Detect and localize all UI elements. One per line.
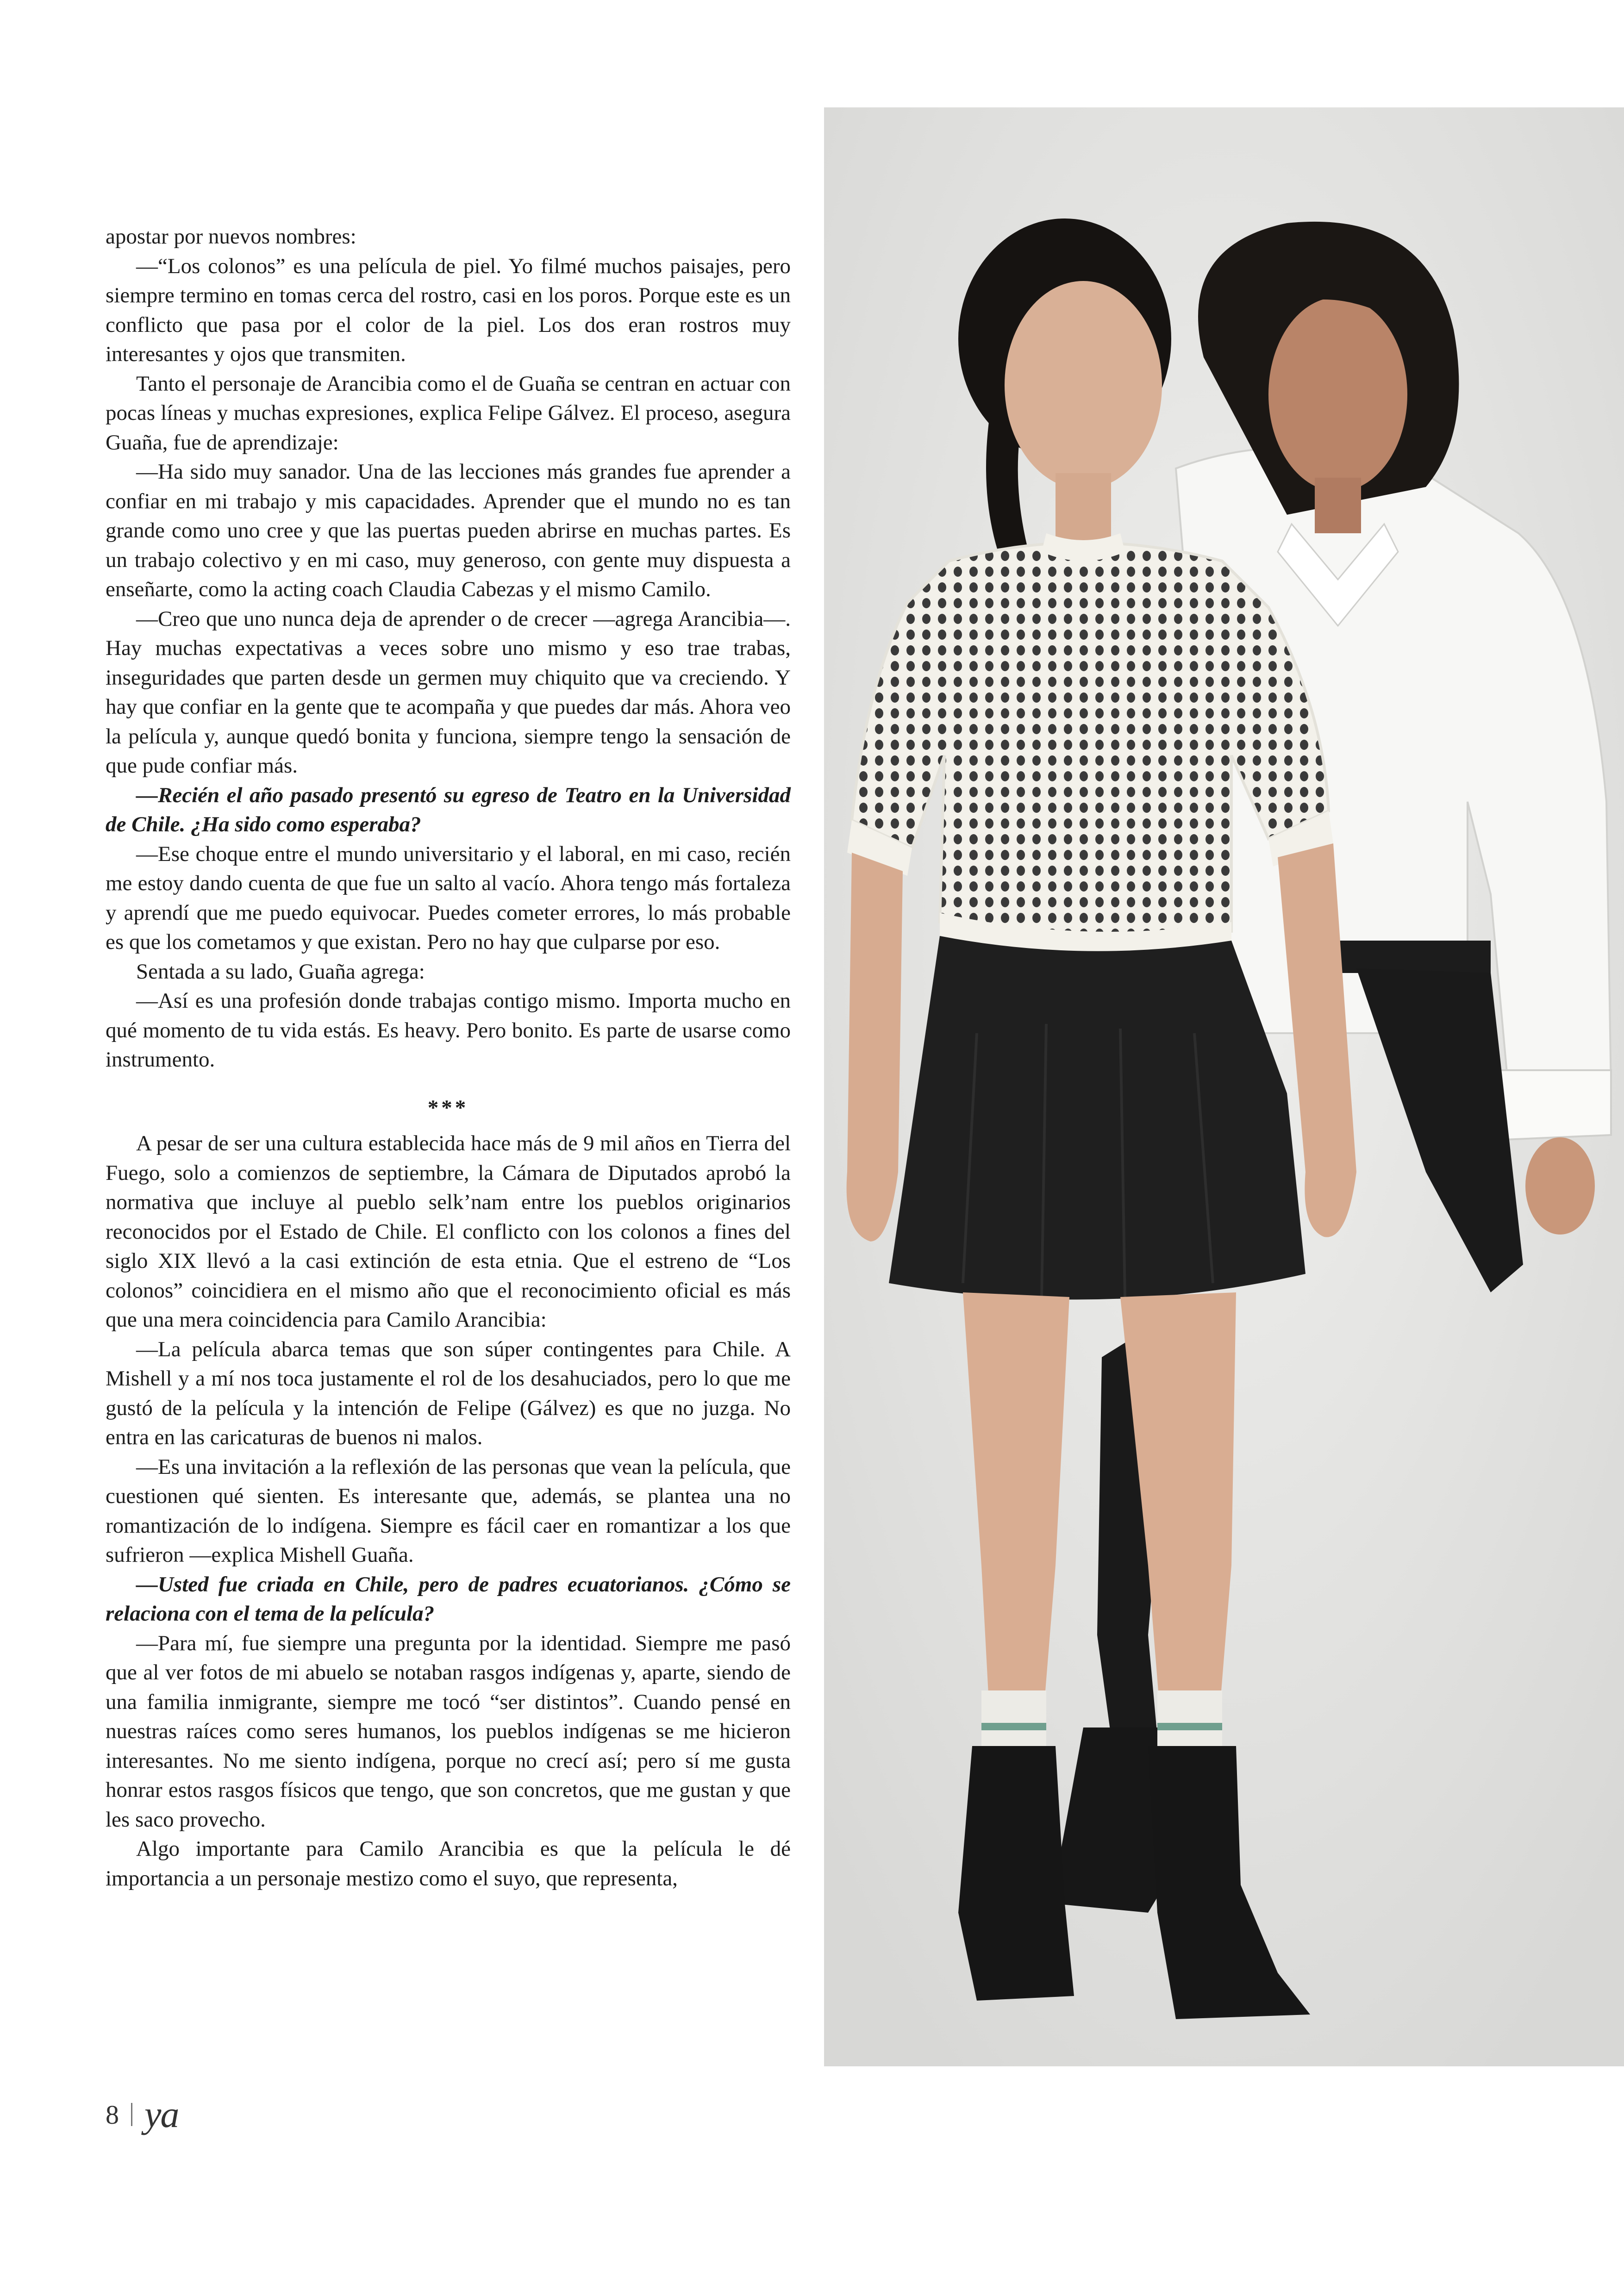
portrait-photo (824, 107, 1624, 2066)
interview-question: —Usted fue criada en Chile, pero de padres ecuatorianos. ¿Cómo se relaciona con el tema de la película? (106, 1572, 791, 1626)
magazine-logo: ya (144, 2093, 179, 2135)
interview-question: —Recién el año pasado presentó su egreso de Teatro en la Universidad de Chile. ¿Ha sido como esperaba? (106, 783, 791, 836)
article-paragraph: Sentada a su lado, Guaña agrega: (136, 959, 425, 984)
article-paragraph: Algo importante para Camilo Arancibia es que la película le dé importancia a un personaje mestizo como el suyo, que representa, (106, 1837, 791, 1890)
page-number: 8 (106, 2099, 119, 2130)
folio-divider (131, 2103, 132, 2126)
article-paragraph: A pesar de ser una cultura establecida hace más de 9 mil años en Tierra del Fuego, solo a comienzos de septiembre, la Cámara de Diputados aprobó la normativa que incluye al pueblo selk’nam entre los pueblos originarios reconocidos por el Estado de Chile. El conflicto con los colonos a fines del siglo XIX llevó a la casi extinción de esta etnia. Que el estreno de “Los colonos” coincidiera en el mismo año que el reconocimiento oficial es más que una mera coincidencia para Camilo Arancibia: (106, 1131, 791, 1332)
article-paragraph: —Para mí, fue siempre una pregunta por la identidad. Siempre me pasó que al ver fotos de mi abuelo se notaban rasgos indígenas y, aparte, siendo de una familia inmigrante, siempre me tocó “ser distintos”. Cuando pensé en nuestras raíces como seres humanos, los pueblos indígenas se me hicieron interesantes. No me siento indígena, porque no crecí así; pero sí me gusta honrar estos rasgos físicos que tengo, que son concretos, que me gustan y que les saco provecho. (106, 1631, 791, 1832)
page-footer (106, 2093, 179, 2135)
section-separator: *** (427, 1095, 469, 1120)
article-paragraph: apostar por nuevos nombres: (106, 225, 356, 249)
article-paragraph: —Ese choque entre el mundo universitario y el laboral, en mi caso, recién me estoy dando cuenta de que fue un salto al vacío. Ahora tengo más fortaleza y aprendí que me puedo equivocar. Puedes cometer errores, lo más probable es que los cometamos y que existan. Pero no hay que culparse por eso. (106, 842, 791, 954)
article-paragraph: Tanto el personaje de Arancibia como el de Guaña se centran en actuar con pocas líneas y muchas expresiones, explica Felipe Gálvez. El proceso, asegura Guaña, fue de aprendizaje: (106, 371, 791, 455)
portrait-illustration (824, 107, 1624, 2066)
article-paragraph: —Creo que uno nunca deja de aprender o de crecer —agrega Arancibia—. Hay muchas expectativas a veces sobre uno mismo y eso trae trabas, inseguridades que parten desde un germen muy chiquito que va creciendo. Y hay que confiar en la gente que te acompaña y que puedes dar más. Ahora veo la película y, aunque quedó bonita y funciona, siempre tengo la sensación de que pude confiar más. (106, 606, 791, 778)
article-paragraph: —Ha sido muy sanador. Una de las lecciones más grandes fue aprender a confiar en mi trabajo y mis capacidades. Aprender que el mundo no es tan grande como uno cree y que las puertas pueden abrirse en muchas partes. Es un trabajo colectivo y en mi caso, muy generoso, con gente muy dispuesta a enseñarte, como la acting coach Claudia Cabezas y el mismo Camilo. (106, 460, 791, 601)
article-body (106, 222, 791, 1893)
article-paragraph: —La película abarca temas que son súper contingentes para Chile. A Mishell y a mí nos toca justamente el rol de los desahuciados, pero lo que me gustó de la película y la intención de Felipe (Gálvez) es que no juzga. No entra en las caricaturas de buenos ni malos. (106, 1337, 791, 1449)
article-paragraph: —Es una invitación a la reflexión de las personas que vean la película, que cuestionen qué sienten. Es interesante que, además, se plantea una no romantización de lo indígena. Siempre es fácil caer en romantizar a los que sufrieron —explica Mishell Guaña. (106, 1454, 791, 1567)
article-paragraph: —Así es una profesión donde trabajas contigo mismo. Importa mucho en qué momento de tu vida estás. Es heavy. Pero bonito. Es parte de usarse como instrumento. (106, 989, 791, 1072)
article-paragraph: —“Los colonos” es una película de piel. Yo filmé muchos paisajes, pero siempre termino en tomas cerca del rostro, casi en los poros. Porque este es un conflicto que pasa por el color de la piel. Los dos eran rostros muy interesantes y ojos que transmiten. (106, 254, 791, 366)
